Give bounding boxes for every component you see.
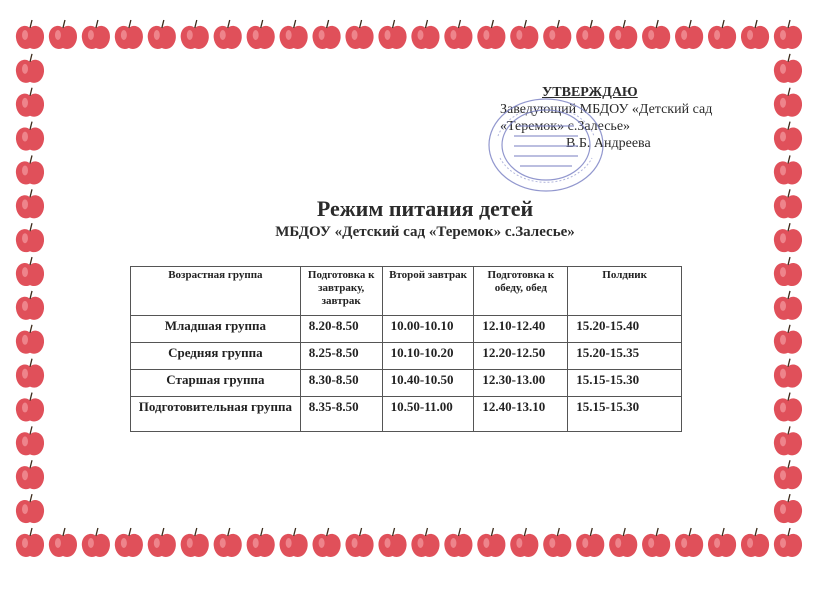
apple-icon [49,528,77,557]
apple-icon [510,528,538,557]
apple-icon [774,325,802,354]
apple-icon [741,20,769,49]
apple-icon [16,20,44,49]
apple-icon [16,88,44,117]
approval-title: УТВЕРЖДАЮ [542,85,638,100]
apple-icon [49,20,77,49]
apple-icon [313,20,341,49]
apple-icon [345,528,373,557]
apple-icon [345,20,373,49]
apple-icon [181,528,209,557]
apple-icon [16,359,44,388]
snack-time: 15.20-15.35 [568,343,682,370]
apple-icon [675,528,703,557]
apple-icon [115,20,143,49]
lunch-time: 12.30-13.00 [474,370,568,397]
apple-icon [774,528,802,557]
group-name: Младшая группа [131,316,301,343]
meal-schedule-table [130,266,682,432]
table-row [131,316,682,343]
apple-icon [642,20,670,49]
header-age-group: Возрастная группа [131,267,301,316]
apple-icon [774,494,802,523]
apple-icon [16,393,44,422]
apple-icon [543,20,571,49]
apple-icon [378,528,406,557]
second-breakfast-time: 10.50-11.00 [382,397,474,432]
table-row [131,343,682,370]
apple-icon [378,20,406,49]
header-second-breakfast: Второй завтрак [382,267,474,316]
apple-icon [510,20,538,49]
apple-icon [444,528,472,557]
group-name: Старшая группа [131,370,301,397]
apple-icon [148,528,176,557]
document-title: Режим питания детей [316,196,534,221]
apple-icon [741,528,769,557]
apple-icon [247,20,275,49]
breakfast-time: 8.25-8.50 [300,343,382,370]
breakfast-time: 8.30-8.50 [300,370,382,397]
apple-icon [16,122,44,151]
header-breakfast: Подготовка к завтраку, завтрак [300,267,382,316]
apple-icon [774,155,802,184]
apple-icon [675,20,703,49]
apple-icon [774,189,802,218]
breakfast-time: 8.35-8.50 [300,397,382,432]
apple-icon [16,189,44,218]
snack-time: 15.15-15.30 [568,370,682,397]
apple-icon [280,528,308,557]
apple-icon [411,20,439,49]
second-breakfast-time: 10.00-10.10 [382,316,474,343]
lunch-time: 12.40-13.10 [474,397,568,432]
lunch-time: 12.10-12.40 [474,316,568,343]
apple-icon [576,528,604,557]
apple-icon [444,20,472,49]
apple-icon [16,494,44,523]
apple-icon [214,20,242,49]
group-name: Средняя группа [131,343,301,370]
apple-icon [774,257,802,286]
apple-icon [576,20,604,49]
apple-icon [313,528,341,557]
apple-icon [411,528,439,557]
apple-icon [181,20,209,49]
header-lunch: Подготовка к обеду, обед [474,267,568,316]
table-row [131,370,682,397]
apple-icon [774,426,802,455]
second-breakfast-time: 10.40-10.50 [382,370,474,397]
apple-icon [774,54,802,83]
stamp-icon [486,96,606,194]
apple-icon [16,291,44,320]
apple-icon [774,88,802,117]
group-name: Подготовительная группа [131,397,301,432]
apple-icon [16,528,44,557]
apple-icon [774,460,802,489]
apple-icon [16,54,44,83]
apple-icon [16,325,44,354]
apple-icon [642,528,670,557]
apple-icon [16,460,44,489]
apple-icon [543,528,571,557]
apple-icon [16,155,44,184]
apple-icon [609,528,637,557]
approval-position-line2: «Теремок» с.Залесье» [500,119,631,134]
apple-icon [477,20,505,49]
document-subtitle: МБДОУ «Детский сад «Теремок» с.Залесье» [275,224,575,240]
apple-icon [774,359,802,388]
apple-icon [708,528,736,557]
apple-icon [82,20,110,49]
breakfast-time: 8.20-8.50 [300,316,382,343]
apple-icon [774,393,802,422]
apple-icon [280,20,308,49]
apple-icon [247,528,275,557]
lunch-time: 12.20-12.50 [474,343,568,370]
apple-icon [774,291,802,320]
apple-icon [16,257,44,286]
snack-time: 15.20-15.40 [568,316,682,343]
apple-icon [477,528,505,557]
apple-icon [82,528,110,557]
header-afternoon-snack: Полдник [568,267,682,316]
apple-icon [214,528,242,557]
approval-position: Заведующий МБДОУ «Детский сад [500,102,713,117]
table-header-row [131,267,682,316]
apple-icon [774,223,802,252]
apple-icon [774,122,802,151]
apple-icon [774,20,802,49]
apple-icon [708,20,736,49]
second-breakfast-time: 10.10-10.20 [382,343,474,370]
snack-time: 15.15-15.30 [568,397,682,432]
approval-signatory: В.Б. Андреева [566,136,651,151]
apple-icon [16,223,44,252]
apple-icon [16,426,44,455]
apple-icon [148,20,176,49]
apple-icon [609,20,637,49]
table-row [131,397,682,432]
apple-icon [115,528,143,557]
